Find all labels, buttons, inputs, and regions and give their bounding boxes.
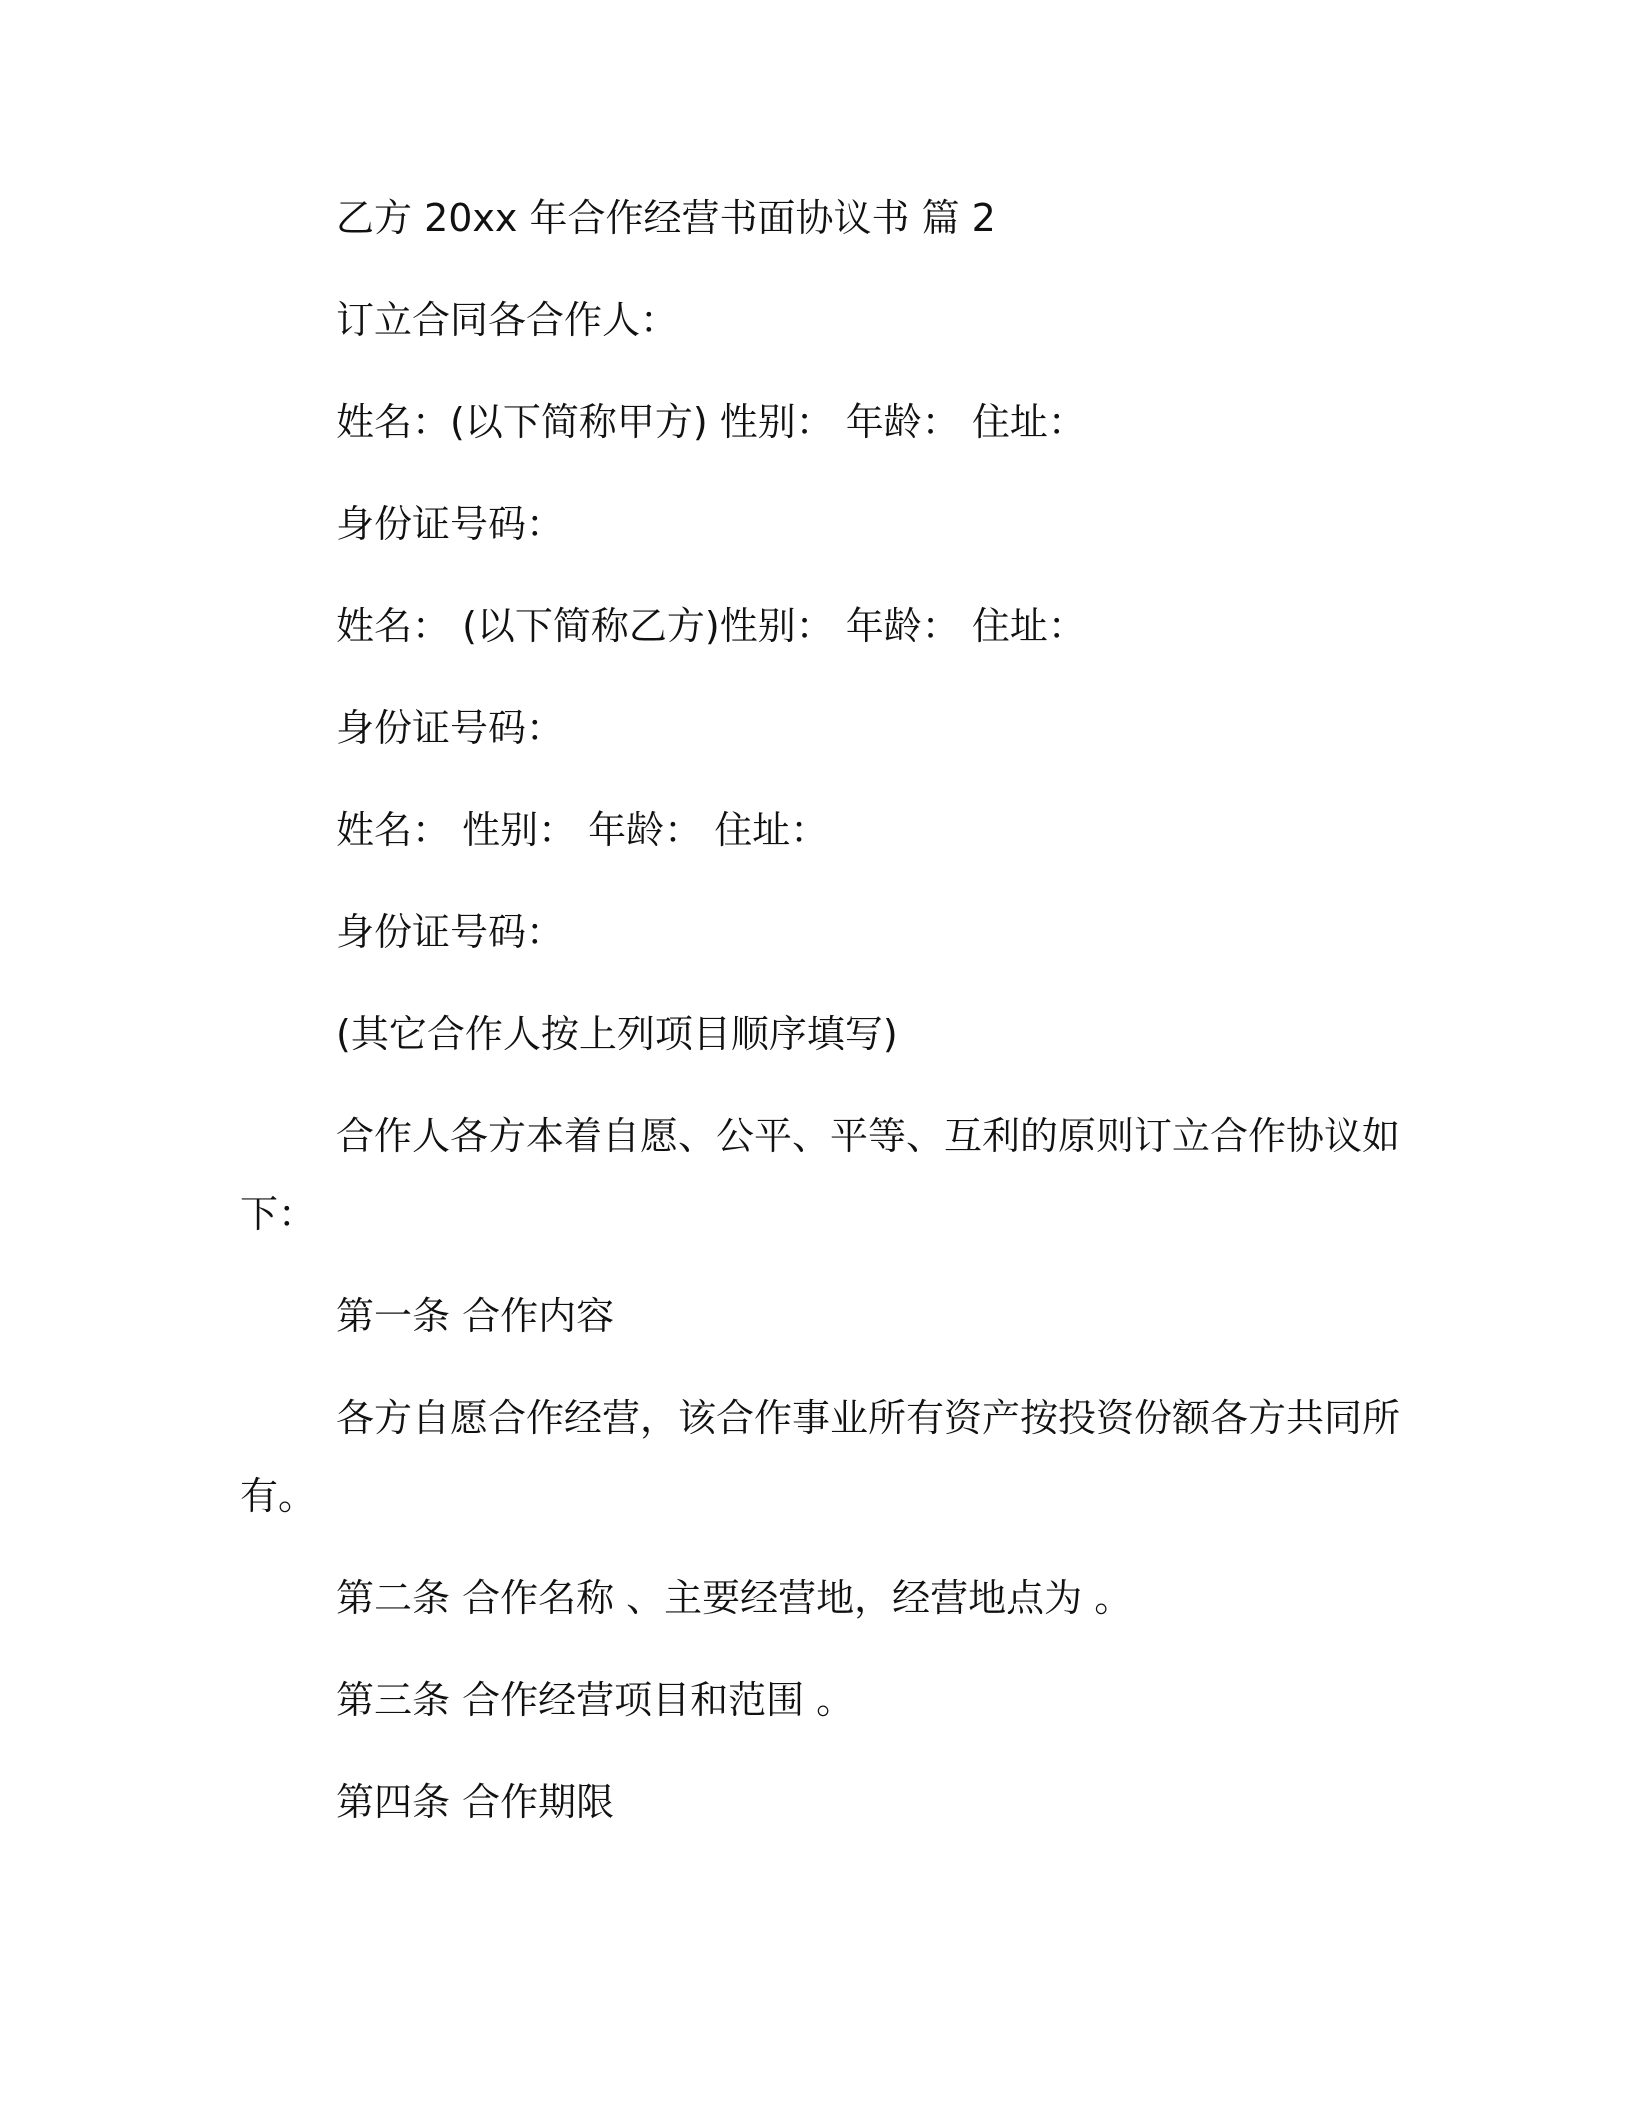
article-1-title: 第一条 合作内容 [336, 1294, 615, 1338]
paragraph-other-parties-note: (其它合作人按上列项目顺序填写) [336, 1012, 898, 1056]
principles-line-2: 下： [240, 1192, 317, 1236]
document-title: 乙方 20xx 年合作经营书面协议书 篇 2 [336, 196, 996, 240]
paragraph-party-c-info: 姓名： 性别： 年龄： 住址： [336, 808, 829, 852]
paragraph-principles-cont [240, 1176, 1400, 1252]
paragraph-party-b-info: 姓名： (以下简称乙方)性别： 年龄： 住址： [336, 604, 1086, 648]
article-1-body [240, 1380, 1400, 1456]
paragraph-party-c-id: 身份证号码： [336, 910, 565, 954]
paragraph-contract-parties: 订立合同各合作人： [336, 298, 679, 342]
paragraph-principles [240, 1098, 1400, 1174]
paragraph-party-b-id: 身份证号码： [336, 706, 565, 750]
article-1-line-1: 各方自愿合作经营，该合作事业所有资产按投资份额各方共同所 [336, 1396, 1401, 1440]
article-4-title: 第四条 合作期限 [336, 1780, 615, 1824]
article-3: 第三条 合作经营项目和范围 。 [336, 1678, 855, 1722]
article-1-body-cont [240, 1458, 1400, 1534]
article-1-line-2: 有。 [240, 1474, 317, 1518]
article-2: 第二条 合作名称 、主要经营地，经营地点为 。 [336, 1576, 1133, 1620]
principles-line-1: 合作人各方本着自愿、公平、平等、互利的原则订立合作协议如 [336, 1114, 1401, 1158]
paragraph-party-a-id: 身份证号码： [336, 502, 565, 546]
paragraph-party-a-info: 姓名：(以下简称甲方) 性别： 年龄： 住址： [336, 400, 1086, 444]
